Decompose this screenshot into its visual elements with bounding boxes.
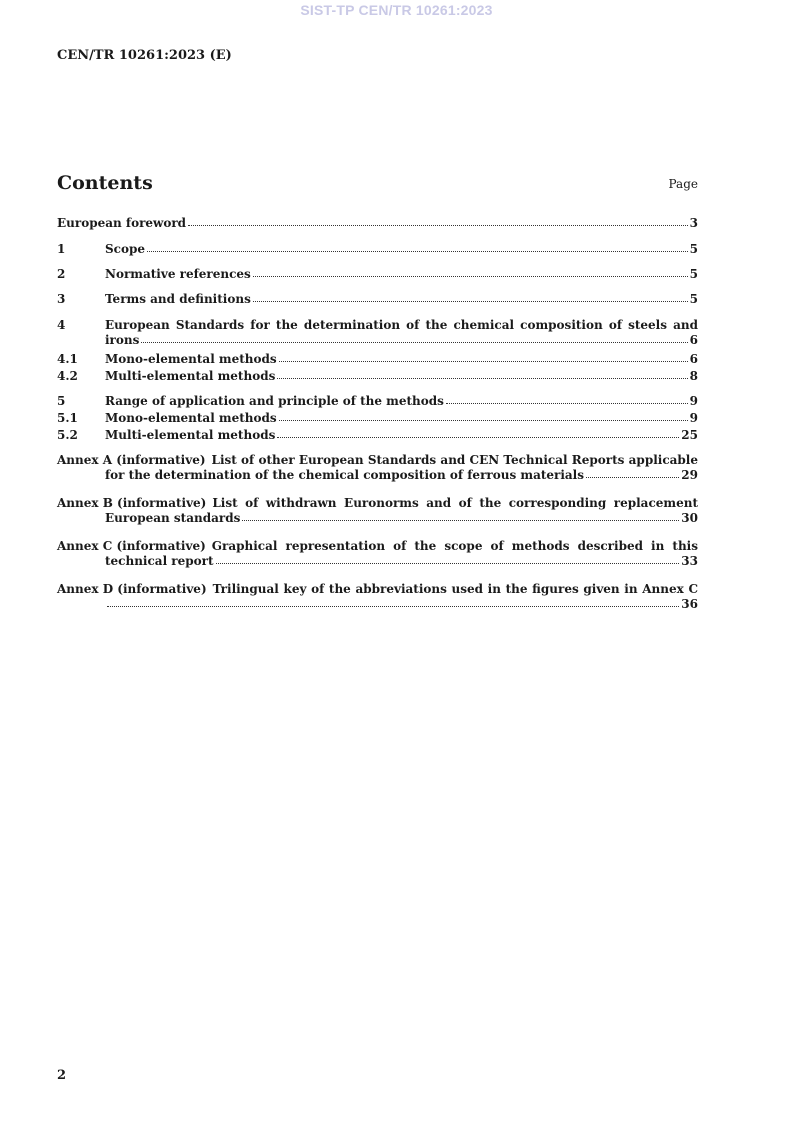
toc-entry-number: 5 [57,394,66,408]
toc-entry-title: Scope [105,242,146,256]
dot-leader [277,427,679,438]
toc-entry-title-line2: technical report [105,554,214,568]
toc-entry-3[interactable] [57,292,698,307]
toc-entry-title: Normative references [105,267,251,281]
toc-entry-5-2[interactable] [57,428,698,443]
toc-entry-annex-c[interactable] [57,539,698,569]
dot-leader [216,553,680,564]
toc-entry-5-1[interactable] [57,411,698,426]
toc-entry-page: 9 [689,394,698,408]
watermark: SIST-TP CEN/TR 10261:2023 [300,2,493,18]
dot-leader [141,332,687,343]
toc-entry-annex-b[interactable] [57,496,698,526]
toc-entry-title-line1: Graphical representation of the scope of methods described in this [211,539,698,553]
toc-entry-page: 36 [681,597,698,611]
page-number: 2 [57,1068,67,1083]
toc-entry-title: Range of application and principle of the methods [105,394,444,408]
document-id: CEN/TR 10261:2023 (E) [57,48,232,63]
dot-leader [586,467,679,478]
contents-heading: Contents [57,172,153,194]
toc-entry-title-line1: List of other European Standards and CEN Technical Reports applicable [211,453,698,467]
dot-leader [253,291,688,302]
toc-entry-4-2[interactable] [57,369,698,384]
toc-entry-2[interactable] [57,267,698,282]
annex-label: Annex A (informative) [57,453,206,467]
page-column-label: Page [668,177,698,191]
toc-entry-number: 5.1 [57,411,78,425]
toc-entry-4-1[interactable] [57,352,698,367]
toc-entry-title: European foreword [57,216,187,230]
annex-label: Annex D (informative) [57,582,207,596]
toc-entry-page: 3 [689,216,698,230]
toc-entry-4[interactable] [57,318,698,348]
toc-entry-title: Multi-elemental methods [105,428,276,442]
toc-entry-page: 29 [681,468,698,482]
annex-label: Annex C (informative) [57,539,206,553]
toc-entry-page: 8 [689,369,698,383]
toc-entry-page: 33 [681,554,698,568]
toc-entry-page: 30 [681,511,698,525]
toc-entry-title-line1: List of withdrawn Euronorms and of the corresponding replacement [212,496,698,510]
dot-leader [446,393,688,404]
toc-entry-title-line2: for the determination of the chemical composition of ferrous materials [105,468,584,482]
toc-entry-number: 4 [57,318,66,332]
toc-entry-number: 3 [57,292,66,306]
toc-entry-title-line2: European standards [105,511,241,525]
toc-entry-number: 4.1 [57,352,78,366]
toc-entry-title-line2: irons [105,333,140,347]
toc-entry-page: 6 [689,352,698,366]
toc-entry-title-line1: European Standards for the determination of the chemical composition of steels and [105,318,698,332]
annex-label: Annex B (informative) [57,496,207,510]
toc-entry-title: Mono-elemental methods [105,352,277,366]
dot-leader [277,368,687,379]
dot-leader [147,241,688,252]
toc-entry-annex-a[interactable] [57,453,698,483]
toc-entry-foreword[interactable] [57,216,698,231]
dot-leader [279,351,688,362]
toc-entry-5[interactable] [57,394,698,409]
dot-leader [242,510,679,521]
dot-leader [253,266,688,277]
toc-entry-page: 5 [689,242,698,256]
dot-leader [107,596,679,607]
toc-entry-title: Mono-elemental methods [105,411,277,425]
toc-entry-page: 5 [689,292,698,306]
dot-leader [188,215,688,226]
toc-entry-1[interactable] [57,242,698,257]
toc-entry-page: 9 [689,411,698,425]
dot-leader [279,410,688,421]
toc-entry-page: 5 [689,267,698,281]
toc-entry-title: Terms and definitions [105,292,251,306]
toc-entry-page: 6 [689,333,698,347]
toc-entry-number: 5.2 [57,428,78,442]
toc-entry-number: 4.2 [57,369,78,383]
toc-entry-title: Multi-elemental methods [105,369,276,383]
toc-entry-annex-d[interactable] [57,582,698,612]
toc-entry-page: 25 [681,428,698,442]
toc-entry-title-line1: Trilingual key of the abbreviations used in the figures given in Annex C [212,582,698,596]
toc-entry-number: 1 [57,242,66,256]
toc-entry-number: 2 [57,267,66,281]
